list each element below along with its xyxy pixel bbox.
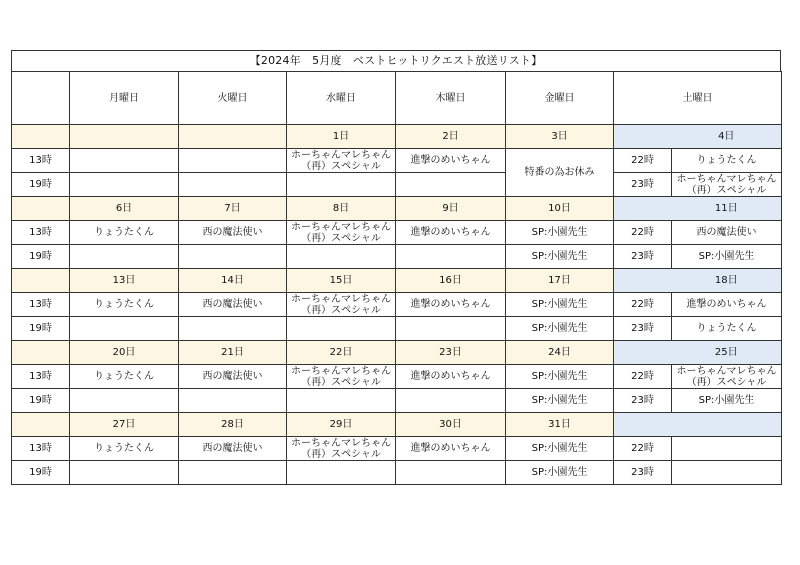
date-cell: 6日 bbox=[70, 197, 179, 221]
day-header-sat: 土曜日 bbox=[614, 72, 782, 125]
program-cell: SP:小園先生 bbox=[506, 221, 614, 245]
day-header-thu: 木曜日 bbox=[396, 72, 506, 125]
time-label: 22時 bbox=[614, 221, 672, 245]
program-cell: SP:小園先生 bbox=[506, 245, 614, 269]
date-cell: 28日 bbox=[179, 413, 287, 437]
time-label: 22時 bbox=[614, 437, 672, 461]
date-label-cell bbox=[12, 125, 70, 149]
date-cell: 27日 bbox=[70, 413, 179, 437]
time-label: 19時 bbox=[12, 389, 70, 413]
time-label: 19時 bbox=[12, 173, 70, 197]
program-cell-sat: 西の魔法使い bbox=[672, 221, 782, 245]
program-cell bbox=[396, 245, 506, 269]
date-cell: 1日 bbox=[287, 125, 396, 149]
program-cell bbox=[396, 317, 506, 341]
date-cell: 22日 bbox=[287, 341, 396, 365]
date-row bbox=[12, 341, 782, 365]
program-cell bbox=[396, 461, 506, 485]
program-cell-sat: SP:小園先生 bbox=[672, 389, 782, 413]
date-cell: 14日 bbox=[179, 269, 287, 293]
program-cell bbox=[70, 149, 179, 173]
day-header-tue: 火曜日 bbox=[179, 72, 287, 125]
date-cell: 21日 bbox=[179, 341, 287, 365]
date-cell: 9日 bbox=[396, 197, 506, 221]
slot-row-19 bbox=[12, 389, 782, 413]
date-cell: 30日 bbox=[396, 413, 506, 437]
program-cell: ホーちゃんマレちゃん （再）スペシャル bbox=[287, 149, 396, 173]
slot-row-13 bbox=[12, 221, 782, 245]
program-cell-sat: りょうたくん bbox=[672, 317, 782, 341]
time-label: 19時 bbox=[12, 317, 70, 341]
program-cell bbox=[179, 461, 287, 485]
slot-row-13 bbox=[12, 365, 782, 389]
program-cell: SP:小園先生 bbox=[506, 461, 614, 485]
program-cell bbox=[179, 173, 287, 197]
program-cell bbox=[179, 149, 287, 173]
time-label: 19時 bbox=[12, 245, 70, 269]
program-cell bbox=[179, 245, 287, 269]
program-cell bbox=[287, 317, 396, 341]
date-cell: 15日 bbox=[287, 269, 396, 293]
date-spacer-sat bbox=[614, 197, 672, 221]
program-cell bbox=[179, 317, 287, 341]
date-cell: 23日 bbox=[396, 341, 506, 365]
date-cell: 13日 bbox=[70, 269, 179, 293]
program-cell-sat: ホーちゃんマレちゃん （再）スペシャル bbox=[672, 173, 782, 197]
program-cell-sat: りょうたくん bbox=[672, 149, 782, 173]
program-cell bbox=[179, 389, 287, 413]
program-cell: SP:小園先生 bbox=[506, 365, 614, 389]
date-cell: 7日 bbox=[179, 197, 287, 221]
date-cell: 31日 bbox=[506, 413, 614, 437]
date-cell: 20日 bbox=[70, 341, 179, 365]
program-cell bbox=[70, 245, 179, 269]
slot-row-19 bbox=[12, 173, 782, 197]
date-label-cell bbox=[12, 341, 70, 365]
date-label-cell bbox=[12, 197, 70, 221]
program-cell-sat bbox=[672, 437, 782, 461]
date-cell: 29日 bbox=[287, 413, 396, 437]
program-cell: りょうたくん bbox=[70, 221, 179, 245]
broadcast-schedule bbox=[11, 50, 781, 485]
time-label: 23時 bbox=[614, 461, 672, 485]
date-cell: 10日 bbox=[506, 197, 614, 221]
program-cell: SP:小園先生 bbox=[506, 389, 614, 413]
date-cell: 3日 bbox=[506, 125, 614, 149]
program-cell: 西の魔法使い bbox=[179, 293, 287, 317]
date-label-cell bbox=[12, 413, 70, 437]
corner-cell bbox=[12, 72, 70, 125]
slot-row-19 bbox=[12, 317, 782, 341]
date-cell-sat: 11日 bbox=[672, 197, 782, 221]
program-cell-sat: ホーちゃんマレちゃん （再）スペシャル bbox=[672, 365, 782, 389]
day-header-wed: 水曜日 bbox=[287, 72, 396, 125]
program-cell: SP:小園先生 bbox=[506, 293, 614, 317]
date-cell: 24日 bbox=[506, 341, 614, 365]
program-cell: 西の魔法使い bbox=[179, 365, 287, 389]
program-cell: ホーちゃんマレちゃん （再）スペシャル bbox=[287, 293, 396, 317]
date-cell-sat bbox=[672, 413, 782, 437]
schedule-table bbox=[11, 71, 782, 485]
time-label: 23時 bbox=[614, 389, 672, 413]
slot-row-13 bbox=[12, 437, 782, 461]
program-cell: 西の魔法使い bbox=[179, 437, 287, 461]
date-cell bbox=[70, 125, 179, 149]
program-cell: りょうたくん bbox=[70, 365, 179, 389]
program-cell: りょうたくん bbox=[70, 437, 179, 461]
program-cell-merged: 特番の為お休み bbox=[506, 149, 614, 197]
day-header-row bbox=[12, 72, 782, 125]
program-cell bbox=[70, 389, 179, 413]
time-label: 13時 bbox=[12, 293, 70, 317]
date-spacer-sat bbox=[614, 269, 672, 293]
date-cell: 8日 bbox=[287, 197, 396, 221]
date-cell-sat: 25日 bbox=[672, 341, 782, 365]
program-cell: 西の魔法使い bbox=[179, 221, 287, 245]
date-cell: 17日 bbox=[506, 269, 614, 293]
program-cell bbox=[396, 389, 506, 413]
program-cell: SP:小園先生 bbox=[506, 317, 614, 341]
date-row bbox=[12, 197, 782, 221]
time-label: 13時 bbox=[12, 437, 70, 461]
date-row bbox=[12, 413, 782, 437]
program-cell: ホーちゃんマレちゃん （再）スペシャル bbox=[287, 221, 396, 245]
time-label: 22時 bbox=[614, 293, 672, 317]
time-label: 13時 bbox=[12, 365, 70, 389]
slot-row-13 bbox=[12, 293, 782, 317]
day-header-fri: 金曜日 bbox=[506, 72, 614, 125]
date-spacer-sat bbox=[614, 413, 672, 437]
time-label: 22時 bbox=[614, 365, 672, 389]
program-cell bbox=[70, 461, 179, 485]
program-cell: 進撃のめいちゃん bbox=[396, 293, 506, 317]
program-cell bbox=[287, 389, 396, 413]
time-label: 23時 bbox=[614, 245, 672, 269]
program-cell: 進撃のめいちゃん bbox=[396, 221, 506, 245]
program-cell bbox=[70, 173, 179, 197]
program-cell bbox=[70, 317, 179, 341]
program-cell: 進撃のめいちゃん bbox=[396, 365, 506, 389]
time-label: 13時 bbox=[12, 149, 70, 173]
date-cell-sat: 4日 bbox=[672, 125, 782, 149]
day-header-mon: 月曜日 bbox=[70, 72, 179, 125]
schedule-title: 【2024年 5月度 ベストヒットリクエスト放送リスト】 bbox=[11, 50, 781, 71]
date-spacer-sat bbox=[614, 125, 672, 149]
time-label: 23時 bbox=[614, 317, 672, 341]
date-cell: 2日 bbox=[396, 125, 506, 149]
slot-row-13 bbox=[12, 149, 782, 173]
slot-row-19 bbox=[12, 461, 782, 485]
program-cell: ホーちゃんマレちゃん （再）スペシャル bbox=[287, 365, 396, 389]
time-label: 19時 bbox=[12, 461, 70, 485]
time-label: 22時 bbox=[614, 149, 672, 173]
date-cell bbox=[179, 125, 287, 149]
program-cell bbox=[287, 245, 396, 269]
date-spacer-sat bbox=[614, 341, 672, 365]
slot-row-19 bbox=[12, 245, 782, 269]
program-cell bbox=[396, 173, 506, 197]
program-cell: SP:小園先生 bbox=[506, 437, 614, 461]
program-cell: りょうたくん bbox=[70, 293, 179, 317]
program-cell-sat: SP:小園先生 bbox=[672, 245, 782, 269]
program-cell: ホーちゃんマレちゃん （再）スペシャル bbox=[287, 437, 396, 461]
date-row bbox=[12, 269, 782, 293]
time-label: 23時 bbox=[614, 173, 672, 197]
date-cell-sat: 18日 bbox=[672, 269, 782, 293]
program-cell: 進撃のめいちゃん bbox=[396, 149, 506, 173]
date-row bbox=[12, 125, 782, 149]
program-cell: 進撃のめいちゃん bbox=[396, 437, 506, 461]
date-label-cell bbox=[12, 269, 70, 293]
date-cell: 16日 bbox=[396, 269, 506, 293]
time-label: 13時 bbox=[12, 221, 70, 245]
program-cell-sat: 進撃のめいちゃん bbox=[672, 293, 782, 317]
program-cell bbox=[287, 173, 396, 197]
program-cell bbox=[287, 461, 396, 485]
program-cell-sat bbox=[672, 461, 782, 485]
